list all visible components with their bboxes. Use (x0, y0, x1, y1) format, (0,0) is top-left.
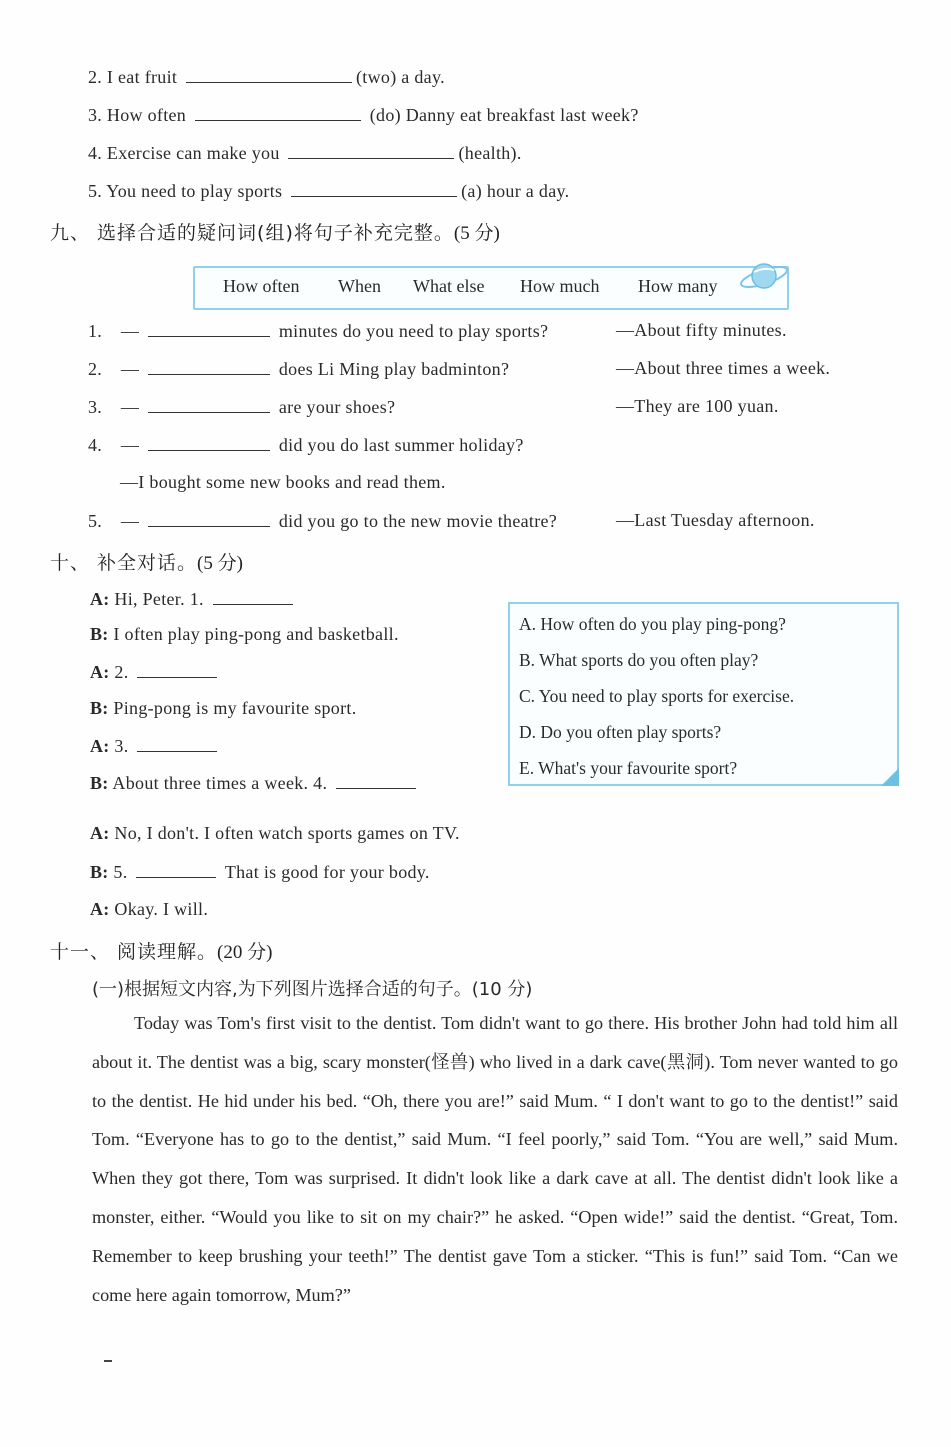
dash: — (120, 435, 140, 455)
dash: — (120, 511, 140, 531)
part8-q3 (88, 104, 639, 126)
answer-blank[interactable] (291, 180, 457, 197)
question-number: 1. (88, 321, 103, 341)
dialogue-line (90, 624, 399, 645)
answer-blank[interactable] (195, 104, 361, 121)
question-number: 5. (88, 511, 103, 531)
answer-blank[interactable] (137, 735, 217, 752)
section-score: (20 分) (217, 942, 273, 963)
answer-blank[interactable] (137, 661, 217, 678)
question-number: 2. (88, 67, 103, 87)
response-text: —They are 100 yuan. (616, 396, 779, 416)
part9-q5 (88, 510, 557, 532)
option-item: C. You need to play sports for exercise. (519, 686, 795, 706)
dialogue-line (90, 661, 221, 683)
question-text: (a) hour a day. (461, 181, 570, 201)
word-bank-item: When (338, 276, 381, 296)
page-mark (104, 1360, 112, 1362)
dialogue-text: That is good for your body. (224, 862, 430, 882)
dialogue-line (90, 772, 420, 794)
reading-passage (92, 1004, 898, 1314)
options-box (508, 602, 899, 786)
part8-q4 (88, 142, 522, 164)
dialogue-text: 5. (113, 862, 128, 882)
section-heading-11 (50, 937, 272, 964)
question-text: did you do last summer holiday? (278, 435, 524, 455)
part9-q3 (88, 396, 395, 418)
word-bank-item: How much (520, 276, 600, 296)
option-item: B. What sports do you often play? (519, 650, 759, 670)
speaker-label: B: (90, 862, 109, 882)
response-text: —Last Tuesday afternoon. (616, 510, 815, 530)
section-score: (5 分) (453, 223, 500, 244)
option-item: D. Do you often play sports? (519, 722, 722, 742)
question-number: 3. (88, 397, 103, 417)
dialogue-line (90, 588, 297, 610)
section-title: 十、 补全对话。 (50, 552, 198, 574)
dialogue-line (90, 823, 460, 844)
subsection-title: (一)根据短文内容,为下列图片选择合适的句子。(10 分) (92, 979, 533, 1000)
question-text: (do) Danny eat breakfast last week? (369, 105, 639, 125)
dialogue-text: Ping-pong is my favourite sport. (113, 698, 357, 718)
planet-icon (738, 255, 796, 295)
answer-blank[interactable] (148, 358, 270, 375)
dialogue-text: 2. (114, 662, 129, 682)
dialogue-line (90, 861, 430, 883)
section-heading-10 (50, 548, 243, 575)
speaker-label: A: (90, 589, 110, 609)
answer-blank[interactable] (148, 396, 270, 413)
question-text: You need to play sports (106, 181, 283, 201)
part9-q1 (88, 320, 548, 342)
speaker-label: B: (90, 698, 109, 718)
part8-q5 (88, 180, 569, 202)
answer-blank[interactable] (213, 588, 293, 605)
answer-blank[interactable] (148, 320, 270, 337)
response-text: —About three times a week. (616, 358, 831, 378)
dash: — (120, 359, 140, 379)
speaker-label: A: (90, 823, 110, 843)
question-text: (two) a day. (356, 67, 445, 87)
answer-blank[interactable] (148, 434, 270, 451)
page-fold-corner (881, 768, 899, 786)
section-title: 十一、 阅读理解。 (50, 941, 218, 963)
speaker-label: A: (90, 736, 110, 756)
passage-text: Today was Tom's first visit to the dentist. Tom didn't want to go there. His brother John had told him all about it. The dentist was a big, scary monster(怪兽) who lived in a dark cave(黑洞). Tom never wanted to go to the dentist. He hid under his bed. “Oh, there you are!” said Mum. “ I don't want to go to the dentist!” said Tom. “Everyone has to go to the dentist,” said Mum. “I feel poorly,” said Tom. “You are well,” said Mum. When they got there, Tom was surprised. It didn't look like a dark cave at all. The dentist didn't look like a monster, either. “Would you like to sit on my chair?” he asked. “Open wide!” said the dentist. “Great, Tom. Remember to keep brushing your teeth!” The dentist gave Tom a sticker. “This is fun!” said Tom. “Can we come here again tomorrow, Mum?” (92, 1013, 898, 1305)
section-score: (5 分) (197, 553, 243, 574)
answer-blank[interactable] (336, 772, 416, 789)
question-text: are your shoes? (278, 397, 396, 417)
dialogue-text: About three times a week. 4. (112, 773, 328, 793)
speaker-label: B: (90, 773, 109, 793)
question-text: I eat fruit (106, 67, 178, 87)
question-text: did you go to the new movie theatre? (278, 511, 558, 531)
speaker-label: B: (90, 624, 109, 644)
answer-blank[interactable] (148, 510, 270, 527)
question-number: 2. (88, 359, 103, 379)
question-text: (health). (458, 143, 522, 163)
dialogue-text: Okay. I will. (114, 899, 209, 919)
speaker-label: A: (90, 662, 110, 682)
question-number: 4. (88, 435, 103, 455)
section-title: 九、 选择合适的疑问词(组)将句子补充完整。 (50, 222, 454, 244)
speaker-label: A: (90, 899, 110, 919)
word-bank-item: How often (223, 276, 300, 296)
dialogue-line (90, 735, 221, 757)
word-bank-item: How many (638, 276, 718, 296)
word-bank-item: What else (413, 276, 485, 296)
question-text: Exercise can make you (106, 143, 280, 163)
part9-q4 (88, 434, 524, 456)
question-text: minutes do you need to play sports? (278, 321, 549, 341)
dialogue-text: I often play ping-pong and basketball. (113, 624, 399, 644)
response-text: —About fifty minutes. (616, 320, 787, 340)
question-number: 4. (88, 143, 103, 163)
part8-q2 (88, 66, 445, 88)
section-heading-9 (50, 218, 500, 245)
question-text: How often (106, 105, 187, 125)
dialogue-line (90, 698, 357, 719)
answer-blank[interactable] (136, 861, 216, 878)
option-item: A. How often do you play ping-pong? (519, 614, 786, 634)
dash: — (120, 321, 140, 341)
question-text: does Li Ming play badminton? (278, 359, 510, 379)
dialogue-text: 3. (114, 736, 129, 756)
dash: — (120, 397, 140, 417)
dialogue-text: No, I don't. I often watch sports games on TV. (114, 823, 460, 843)
answer-blank[interactable] (288, 142, 454, 159)
answer-blank[interactable] (186, 66, 352, 83)
dialogue-text: Hi, Peter. 1. (114, 589, 204, 609)
response-text: —I bought some new books and read them. (120, 472, 446, 492)
dialogue-line (90, 899, 208, 920)
part9-q2 (88, 358, 509, 380)
option-item: E. What's your favourite sport? (519, 758, 738, 778)
question-number: 5. (88, 181, 103, 201)
word-bank (193, 266, 789, 310)
question-number: 3. (88, 105, 103, 125)
